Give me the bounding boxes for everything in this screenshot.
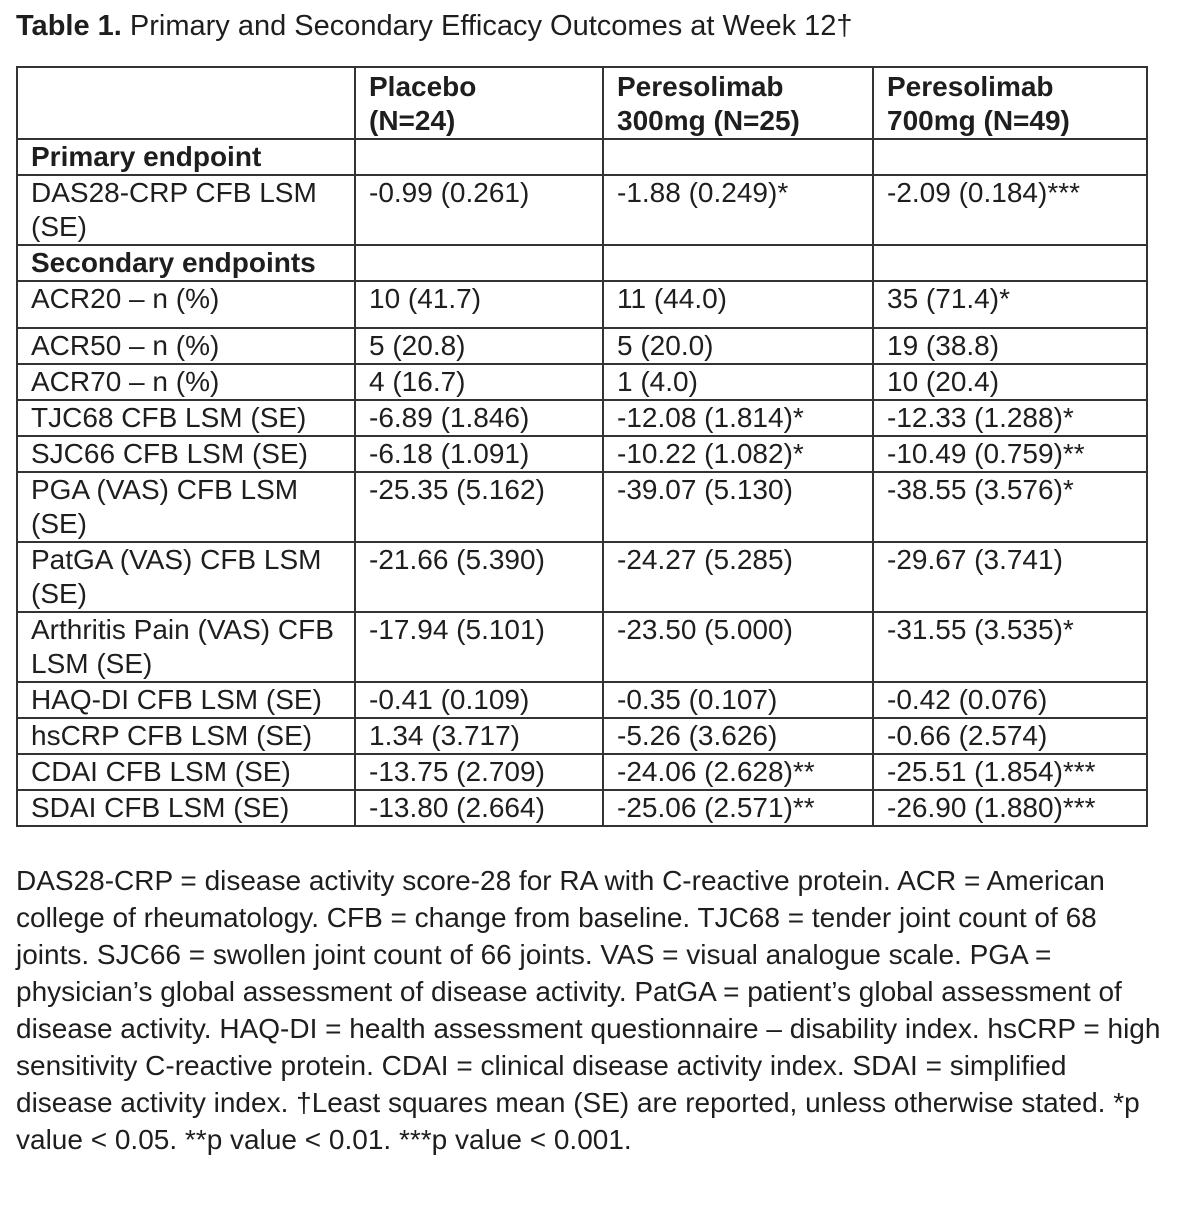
- row-label: SDAI CFB LSM (SE): [17, 790, 355, 826]
- table-cell: -23.50 (5.000): [603, 612, 873, 682]
- table-cell: -29.67 (3.741): [873, 542, 1147, 612]
- table-cell: 35 (71.4)*: [873, 281, 1147, 328]
- table-cell: 19 (38.8): [873, 328, 1147, 364]
- header-cell-700mg: [873, 67, 1147, 139]
- table-row: [17, 400, 1147, 436]
- table-cell: -12.33 (1.288)*: [873, 400, 1147, 436]
- row-label: PGA (VAS) CFB LSM (SE): [17, 472, 355, 542]
- row-label: Arthritis Pain (VAS) CFB LSM (SE): [17, 612, 355, 682]
- section-row: [17, 245, 1147, 281]
- section-label: Primary endpoint: [17, 139, 355, 175]
- table-cell: -25.06 (2.571)**: [603, 790, 873, 826]
- header-placebo-line1: Placebo: [369, 71, 477, 102]
- row-label: ACR70 – n (%): [17, 364, 355, 400]
- table-row: [17, 754, 1147, 790]
- table-cell: -6.18 (1.091): [355, 436, 603, 472]
- table-row: [17, 281, 1147, 328]
- table-row: [17, 682, 1147, 718]
- table-caption-label: Table 1.: [16, 10, 122, 42]
- table-cell: -13.75 (2.709): [355, 754, 603, 790]
- table-cell: -10.22 (1.082)*: [603, 436, 873, 472]
- table-cell: [873, 245, 1147, 281]
- row-label: TJC68 CFB LSM (SE): [17, 400, 355, 436]
- table-cell: -6.89 (1.846): [355, 400, 603, 436]
- table-cell: [603, 245, 873, 281]
- row-label: HAQ-DI CFB LSM (SE): [17, 682, 355, 718]
- header-700mg-line1: Peresolimab: [887, 71, 1054, 102]
- table-cell: -26.90 (1.880)***: [873, 790, 1147, 826]
- table-row: [17, 364, 1147, 400]
- row-label: SJC66 CFB LSM (SE): [17, 436, 355, 472]
- table-cell: 4 (16.7): [355, 364, 603, 400]
- table-cell: 5 (20.0): [603, 328, 873, 364]
- table-cell: -13.80 (2.664): [355, 790, 603, 826]
- table-cell: 10 (20.4): [873, 364, 1147, 400]
- table-cell: [355, 139, 603, 175]
- table-row: [17, 790, 1147, 826]
- section-row: [17, 139, 1147, 175]
- table-cell: -25.35 (5.162): [355, 472, 603, 542]
- table-cell: -12.08 (1.814)*: [603, 400, 873, 436]
- table-cell: 5 (20.8): [355, 328, 603, 364]
- table-cell: [603, 139, 873, 175]
- table-cell: -24.27 (5.285): [603, 542, 873, 612]
- table-cell: -10.49 (0.759)**: [873, 436, 1147, 472]
- table-row: [17, 612, 1147, 682]
- row-label: DAS28-CRP CFB LSM (SE): [17, 175, 355, 245]
- table-cell: 11 (44.0): [603, 281, 873, 328]
- table-cell: [355, 245, 603, 281]
- table-cell: -2.09 (0.184)***: [873, 175, 1147, 245]
- table-cell: -38.55 (3.576)*: [873, 472, 1147, 542]
- table-row: [17, 328, 1147, 364]
- table-cell: -25.51 (1.854)***: [873, 754, 1147, 790]
- header-300mg-line1: Peresolimab: [617, 71, 784, 102]
- table-cell: -31.55 (3.535)*: [873, 612, 1147, 682]
- efficacy-outcomes-table: [16, 66, 1148, 827]
- table-cell: -0.66 (2.574): [873, 718, 1147, 754]
- table-row: [17, 718, 1147, 754]
- table-cell: 1 (4.0): [603, 364, 873, 400]
- row-label: ACR20 – n (%): [17, 281, 355, 328]
- header-700mg-line2: 700mg (N=49): [887, 105, 1070, 136]
- row-label: hsCRP CFB LSM (SE): [17, 718, 355, 754]
- table-cell: [873, 139, 1147, 175]
- table-cell: -17.94 (5.101): [355, 612, 603, 682]
- table-row: [17, 542, 1147, 612]
- table-cell: -0.42 (0.076): [873, 682, 1147, 718]
- header-placebo-line2: (N=24): [369, 105, 456, 136]
- table-cell: -0.41 (0.109): [355, 682, 603, 718]
- row-label: ACR50 – n (%): [17, 328, 355, 364]
- table-cell: 1.34 (3.717): [355, 718, 603, 754]
- row-label: CDAI CFB LSM (SE): [17, 754, 355, 790]
- row-label: PatGA (VAS) CFB LSM (SE): [17, 542, 355, 612]
- table-footnote: DAS28-CRP = disease activity score-28 for RA with C-reactive protein. ACR = American college of rheumatology. CFB = change from baseline. TJC68 = tender joint count of 68 joints. SJC66 = swollen joint count of 66 joints. VAS = visual analogue scale. PGA = physician’s global assessment of disease activity. PatGA = patient’s global assessment of disease activity. HAQ-DI = health assessment questionnaire – disability index. hsCRP = high sensitivity C-reactive protein. CDAI = clinical disease activity index. SDAI = simplified disease activity index. †Least squares mean (SE) are reported, unless otherwise stated. *p value < 0.05. **p value < 0.01. ***p value < 0.001.: [16, 865, 1161, 1155]
- table-row: [17, 436, 1147, 472]
- table-row: [17, 472, 1147, 542]
- table-cell: -1.88 (0.249)*: [603, 175, 873, 245]
- header-cell-300mg: [603, 67, 873, 139]
- table-cell: -21.66 (5.390): [355, 542, 603, 612]
- table-header-row: [17, 67, 1147, 139]
- header-cell-outcome: [17, 67, 355, 139]
- table-cell: -0.35 (0.107): [603, 682, 873, 718]
- table-cell: -24.06 (2.628)**: [603, 754, 873, 790]
- section-label: Secondary endpoints: [17, 245, 355, 281]
- table-cell: -5.26 (3.626): [603, 718, 873, 754]
- table-cell: -39.07 (5.130): [603, 472, 873, 542]
- table-body: [17, 139, 1147, 826]
- table-cell: 10 (41.7): [355, 281, 603, 328]
- table-cell: -0.99 (0.261): [355, 175, 603, 245]
- table-row: [17, 175, 1147, 245]
- table-caption-text: Primary and Secondary Efficacy Outcomes at Week 12†: [129, 10, 853, 42]
- header-300mg-line2: 300mg (N=25): [617, 105, 800, 136]
- table-caption: [16, 8, 853, 44]
- header-cell-placebo: [355, 67, 603, 139]
